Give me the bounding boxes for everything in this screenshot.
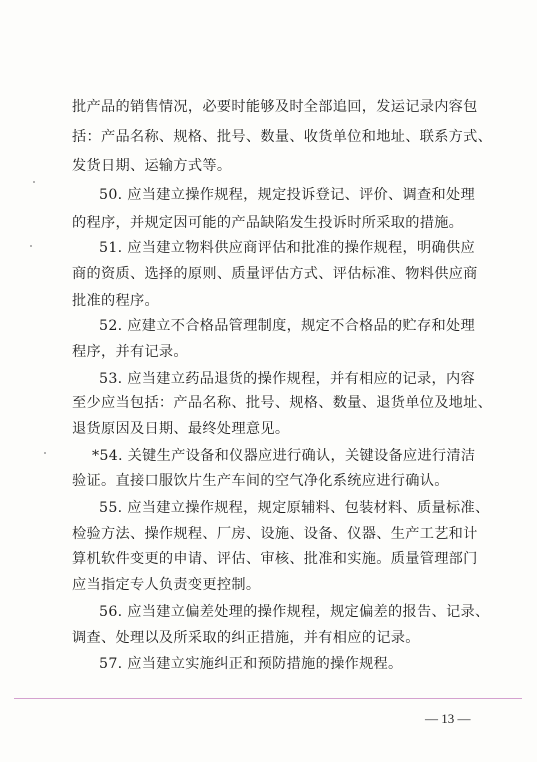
clause-50-line-2: 的程序，并规定因可能的产品缺陷发生投诉时所采取的措施。 <box>72 215 464 231</box>
clause-57-line-1: 57. 应当建立实施纠正和预防措施的操作规程。 <box>99 656 403 672</box>
clause-50-line-1: 50. 应当建立操作规程，规定投诉登记、评价、调查和处理 <box>99 187 475 203</box>
clause-52-line-1: 52. 应建立不合格品管理制度，规定不合格品的贮存和处理 <box>99 318 475 334</box>
footer-rule <box>14 698 522 699</box>
clause-51-line-3: 批准的程序。 <box>72 293 159 309</box>
clause-51-line-1: 51. 应当建立物料供应商评估和批准的操作规程，明确供应 <box>99 240 475 256</box>
clause-55-line-1: 55. 应当建立操作规程，规定原辅料、包装材料、质量标准、 <box>99 500 490 516</box>
scan-speck <box>44 452 46 454</box>
text-line: 括：产品名称、规格、批号、数量、收货单位和地址、联系方式、 <box>72 129 493 145</box>
clause-54-line-2: 验证。直接口服饮片生产车间的空气净化系统应进行确认。 <box>72 473 449 489</box>
scan-speck <box>30 245 32 247</box>
clause-54-line-1: *54. 关键生产设备和仪器应进行确认，关键设备应进行清洁 <box>92 448 476 464</box>
clause-56-line-1: 56. 应当建立偏差处理的操作规程，规定偏差的报告、记录、 <box>99 604 490 620</box>
clause-55-line-4: 应当指定专人负责变更控制。 <box>72 577 261 593</box>
clause-53-line-2: 至少应当包括：产品名称、批号、规格、数量、退货单位及地址、 <box>72 395 493 411</box>
scan-speck <box>33 181 35 183</box>
clause-53-line-3: 退货原因及日期、最终处理意见。 <box>72 421 290 437</box>
clause-52-line-2: 程序，并有记录。 <box>72 344 188 360</box>
clause-55-line-3: 算机软件变更的申请、评估、审核、批准和实施。质量管理部门 <box>72 551 478 567</box>
text-line: 发货日期、运输方式等。 <box>72 158 232 174</box>
clause-56-line-2: 调查、处理以及所采取的纠正措施，并有相应的记录。 <box>72 630 420 646</box>
clause-55-line-2: 检验方法、操作规程、厂房、设施、设备、仪器、生产工艺和计 <box>72 526 478 542</box>
clause-53-line-1: 53. 应当建立药品退货的操作规程，并有相应的记录，内容 <box>99 371 475 387</box>
page-number: — 13 — <box>425 711 471 726</box>
text-line: 批产品的销售情况，必要时能够及时全部追回，发运记录内容包 <box>72 99 478 115</box>
clause-51-line-2: 商的资质、选择的原则、质量评估方式、评估标准、物料供应商 <box>72 266 478 282</box>
